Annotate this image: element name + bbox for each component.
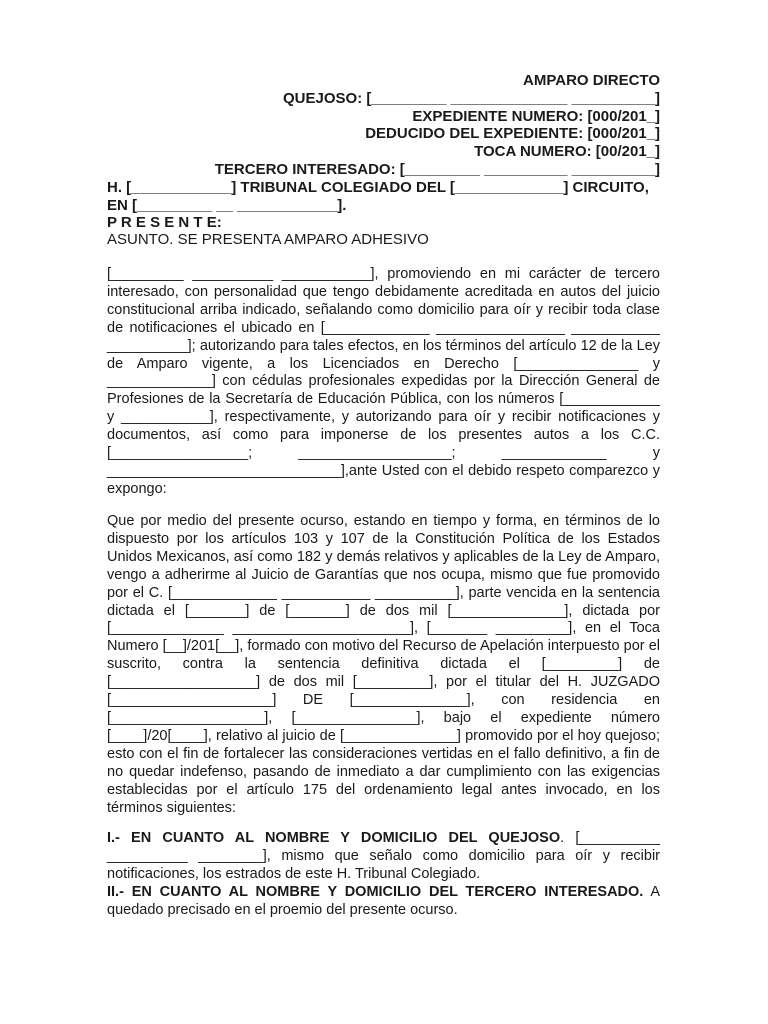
expediente-line: EXPEDIENTE NUMERO: [000/201_] [412,108,660,125]
quejoso-line: QUEJOSO: [_________ ______________ __________] [283,90,660,107]
paragraph-intro: [_________ __________ ___________], promoviendo en mi carácter de tercero interesado, con personalidad que tengo debidamente acreditada en autos del juicio constitucional arriba indicado, señalando como domicilio para oír y recibir toda clase de notificaciones el ubicado en [_____________ ________________ ___________ __________]; autorizando para tales efectos, en los términos del artículo 12 de la Ley de Amparo vigente, a los Licenciados en Derecho [_______________ y _____________] con cédulas profesionales expedidas por la Dirección General de Profesiones de la Secretaría de Educación Pública, con los números [____________ y ___________], respectivamente, y autorizando para oír y recibir notificaciones y documentos, así como para imponerse de los presentes autos a los C.C. [_________________; ___________________; _____________ y _____________________________],ante Usted con el debido respeto comparezco y expongo: [107,266,660,497]
paragraph-adhesion: Que por medio del presente ocurso, estando en tiempo y forma, en términos de lo dispuesto por los artículos 103 y 107 de la Constitución Política de los Estados Unidos Mexicanos, así como 182 y demás relativos y aplicables de la Ley de Amparo, vengo a adherirme al Juicio de Garantías que nos ocupa, mismo que fue promovido por el C. [_____________ ___________ __________], parte vencida en la sentencia dictada el [_______] de [_______] de dos mil [______________], dictada por [______________ ______________________], [_______ _________], en el Toca Numero [__]/201[__], formado con motivo del Recurso de Apelación interpuesto por el suscrito, contra la sentencia definitiva dictada el [_________] de [__________________] de dos mil [_________], por el titular del H. JUZGADO [____________________] DE [______________], con residencia en [___________________], [_______________], bajo el expediente número [____]/20[____], relativo al juicio de [______________] promovido por el hoy quejoso; esto con el fin de fortalecer las consideraciones vertidas en el fallo definitivo, a fin de no quedar indefenso, pasando de inmediato a dar cumplimiento con las exigencias establecidas por el artículo 175 del ordenamiento legal antes invocado, en los términos siguientes: [107,513,660,816]
section-tercero-text: A quedado precisado en el proemio del presente ocurso. [107,884,660,918]
section-quejoso-text: . [__________ __________ ________], mismo que señalo como domicilio para oír y recibir notificaciones, los estrados de este H. Tribunal Colegiado. [107,830,660,882]
section-quejoso-heading: I.- EN CUANTO AL NOMBRE Y DOMICILIO DEL QUEJOSO [107,830,561,846]
section-quejoso [107,830,660,884]
en-line: EN [_________ __ ____________]. [107,197,347,214]
section-tercero [107,884,660,920]
tercero-line: TERCERO INTERESADO: [_________ __________ __________] [214,161,660,178]
presente-line: P R E S E N T E: [107,214,222,231]
tribunal-line: H. [____________] TRIBUNAL COLEGIADO DEL [_____________] CIRCUITO, [107,179,649,196]
section-tercero-heading: II.- EN CUANTO AL NOMBRE Y DOMICILIO DEL TERCERO INTERESADO. [107,884,644,900]
toca-line: TOCA NUMERO: [00/201_] [474,143,660,160]
deducido-line: DEDUCIDO DEL EXPEDIENTE: [000/201_] [365,125,660,142]
document-title: AMPARO DIRECTO [523,72,660,89]
asunto-line: ASUNTO. SE PRESENTA AMPARO ADHESIVO [107,231,429,248]
